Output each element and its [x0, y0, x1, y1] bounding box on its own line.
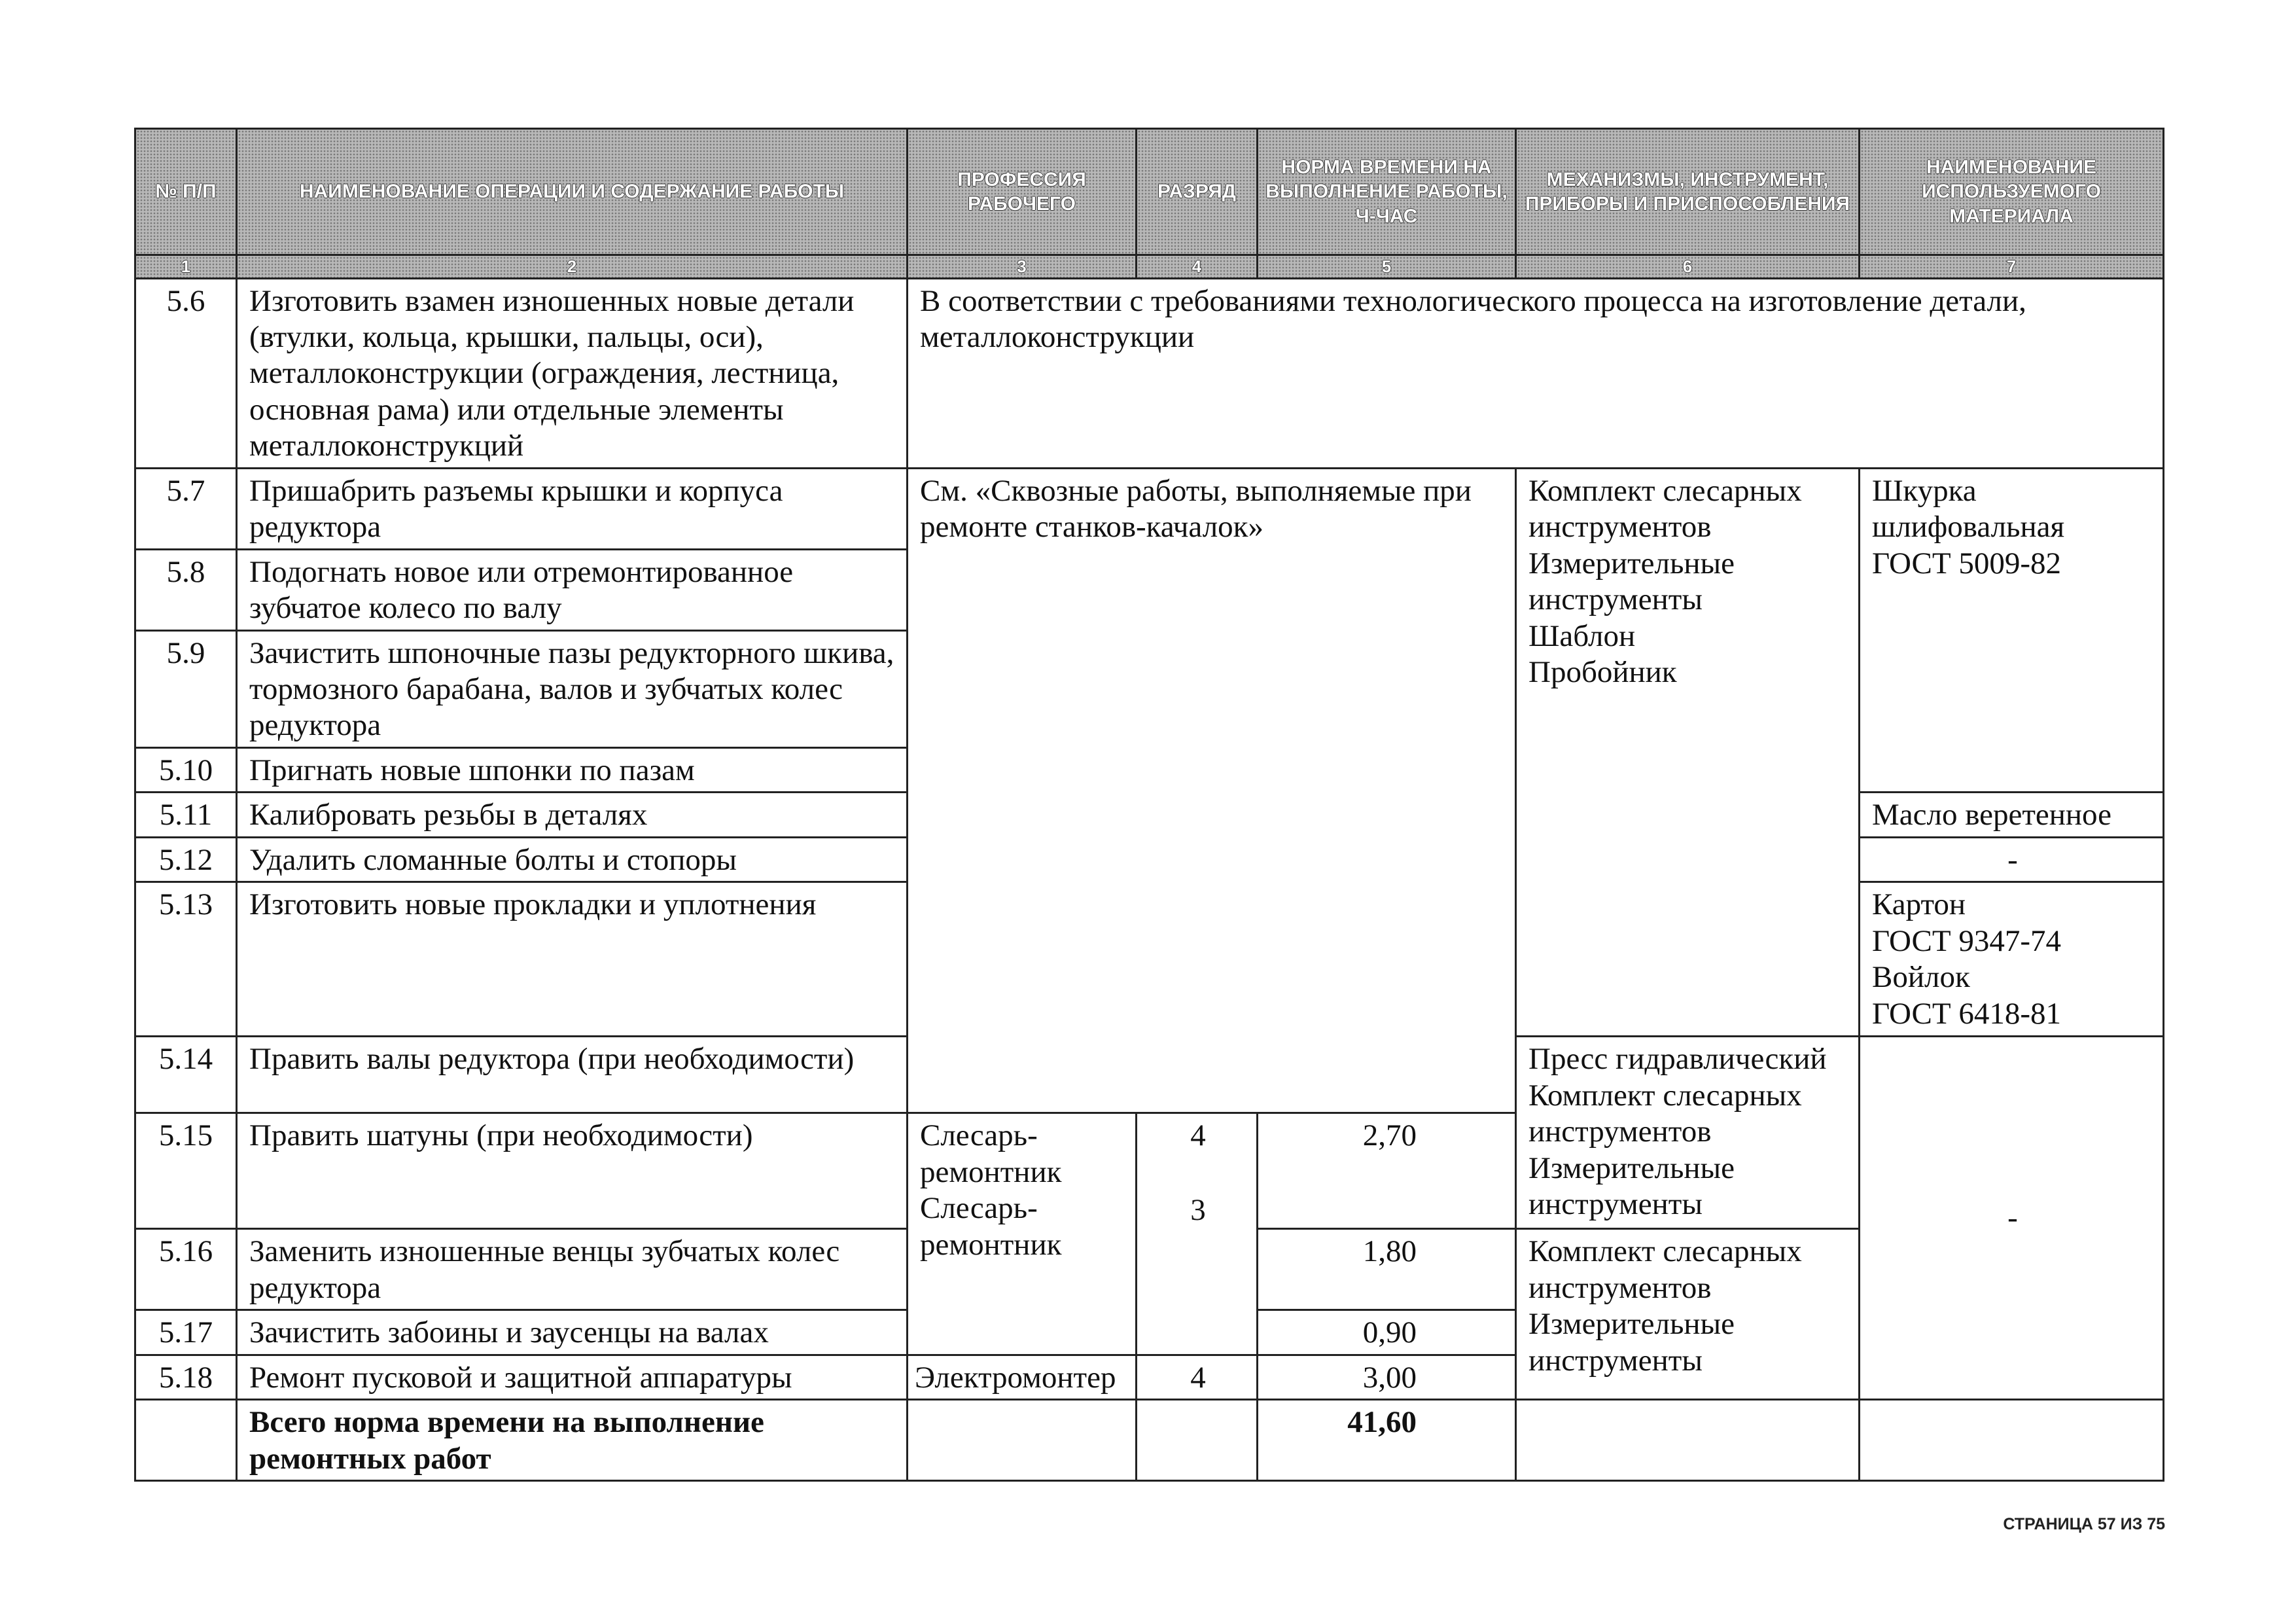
tools-item: Измерительные инструменты: [1528, 1307, 1735, 1378]
column-number: 2: [237, 255, 908, 279]
tools-cell: [1516, 1037, 1860, 1229]
tools-item: Пресс гидравлический: [1528, 1042, 1827, 1077]
empty-cell: [1516, 1400, 1860, 1481]
operation-text: Пригнать новые шпонки по пазам: [237, 747, 908, 792]
operation-text: Изготовить новые прокладки и уплотнения: [237, 882, 908, 1037]
empty-cell: [908, 1400, 1137, 1481]
row-number: 5.12: [135, 837, 237, 882]
material-cell: -: [1860, 837, 2164, 882]
tools-item: Измерительные инструменты: [1528, 546, 1735, 617]
column-number: 7: [1860, 255, 2164, 279]
total-label: Всего норма времени на выполнение ремонтных работ: [237, 1400, 908, 1481]
profession-item: Слесарь-ремонтник: [920, 1118, 1062, 1189]
row-number: 5.13: [135, 882, 237, 1037]
header-time-norm: НОРМА ВРЕМЕНИ НА ВЫПОЛНЕНИЕ РАБОТЫ, Ч-ЧАС: [1258, 129, 1516, 255]
grade-cell: [1137, 1113, 1258, 1355]
row-number: 5.6: [135, 278, 237, 468]
row-number: 5.8: [135, 549, 237, 630]
empty-cell: [1860, 1400, 2164, 1481]
operation-text: Зачистить шпоночные пазы редукторного шкива, тормозного барабана, валов и зубчатых колес редуктора: [237, 630, 908, 747]
table-row: [135, 468, 2164, 549]
row-number: 5.11: [135, 793, 237, 837]
operation-text: Подогнать новое или отремонтированное зубчатое колесо по валу: [237, 549, 908, 630]
operation-text: Изготовить взамен изношенных новые детали (втулки, кольца, крышки, пальцы, оси), металлоконструкции (ограждения, лестница, основная рама) или отдельные элементы металлоконструкций: [237, 278, 908, 468]
material-item: Войлок: [1872, 960, 1970, 995]
grade-item: 4: [1190, 1118, 1206, 1153]
total-value: 41,60: [1258, 1400, 1516, 1481]
operation-text: Править шатуны (при необходимости): [237, 1113, 908, 1229]
material-item: Картон: [1872, 887, 1966, 922]
tools-item: Измерительные инструменты: [1528, 1150, 1735, 1222]
row-number: 5.7: [135, 468, 237, 549]
tools-item: Шаблон: [1528, 618, 1636, 653]
grade-cell: 4: [1137, 1355, 1258, 1399]
time-norm-cell: 0,90: [1258, 1310, 1516, 1355]
column-number: 3: [908, 255, 1137, 279]
tech-process-note: В соответствии с требованиями технологического процесса на изготовление детали, металлоконструкции: [908, 278, 2164, 468]
tools-item: Пробойник: [1528, 655, 1677, 690]
tools-cell: [1516, 468, 1860, 1037]
profession-cell: [908, 1113, 1137, 1355]
table-header-row: [135, 129, 2164, 255]
profession-item: Слесарь-ремонтник: [920, 1191, 1062, 1262]
tools-item: Комплект слесарных инструментов: [1528, 1078, 1802, 1149]
profession-cell: Электромонтер: [908, 1355, 1137, 1399]
header-material: НАИМЕНОВАНИЕ ИСПОЛЬЗУЕМОГО МАТЕРИАЛА: [1860, 129, 2164, 255]
row-number: 5.18: [135, 1355, 237, 1399]
header-operation: НАИМЕНОВАНИЕ ОПЕРАЦИИ И СОДЕРЖАНИЕ РАБОТЫ: [237, 129, 908, 255]
empty-cell: [135, 1400, 237, 1481]
header-num: № П/П: [135, 129, 237, 255]
row-number: 5.17: [135, 1310, 237, 1355]
material-item: ГОСТ 9347-74: [1872, 923, 2061, 958]
table-row: [135, 278, 2164, 468]
operation-text: Пришабрить разъемы крышки и корпуса редуктора: [237, 468, 908, 549]
operation-text: Заменить изношенные венцы зубчатых колес редуктора: [237, 1229, 908, 1310]
row-number: 5.9: [135, 630, 237, 747]
total-row: [135, 1400, 2164, 1481]
row-number: 5.10: [135, 747, 237, 792]
material-item: ГОСТ 5009-82: [1872, 546, 2061, 580]
row-number: 5.16: [135, 1229, 237, 1310]
header-profession: ПРОФЕССИЯ РАБОЧЕГО: [908, 129, 1137, 255]
operation-text: Ремонт пусковой и защитной аппаратуры: [237, 1355, 908, 1399]
column-number-row: [135, 255, 2164, 279]
operation-text: Удалить сломанные болты и стопоры: [237, 837, 908, 882]
tools-cell: [1516, 1229, 1860, 1400]
material-cell: Масло веретенное: [1860, 793, 2164, 837]
operation-text: Править валы редуктора (при необходимости): [237, 1037, 908, 1113]
see-through-works-note: См. «Сквозные работы, выполняемые при ремонте станков-качалок»: [908, 468, 1516, 1113]
time-norm-cell: 2,70: [1258, 1113, 1516, 1229]
time-norm-cell: 3,00: [1258, 1355, 1516, 1399]
column-number: 6: [1516, 255, 1860, 279]
material-cell: [1860, 468, 2164, 793]
header-tools: МЕХАНИЗМЫ, ИНСТРУМЕНТ, ПРИБОРЫ И ПРИСПОСОБЛЕНИЯ: [1516, 129, 1860, 255]
operation-text: Зачистить забоины и заусенцы на валах: [237, 1310, 908, 1355]
page-number: СТРАНИЦА 57 ИЗ 75: [2003, 1515, 2165, 1533]
material-item: Шкурка шлифовальная: [1872, 473, 2065, 544]
column-number: 1: [135, 255, 237, 279]
grade-item: 3: [1190, 1192, 1206, 1227]
column-number: 5: [1258, 255, 1516, 279]
row-number: 5.15: [135, 1113, 237, 1229]
header-grade: РАЗРЯД: [1137, 129, 1258, 255]
material-cell: -: [1860, 1037, 2164, 1400]
time-norm-cell: 1,80: [1258, 1229, 1516, 1310]
operation-text: Калибровать резьбы в деталях: [237, 793, 908, 837]
work-norms-table: [134, 128, 2164, 1482]
material-item: ГОСТ 6418-81: [1872, 996, 2061, 1031]
row-number: 5.14: [135, 1037, 237, 1113]
tools-item: Комплект слесарных инструментов: [1528, 1234, 1802, 1305]
empty-cell: [1137, 1400, 1258, 1481]
tools-item: Комплект слесарных инструментов: [1528, 473, 1802, 544]
material-cell: [1860, 882, 2164, 1037]
column-number: 4: [1137, 255, 1258, 279]
